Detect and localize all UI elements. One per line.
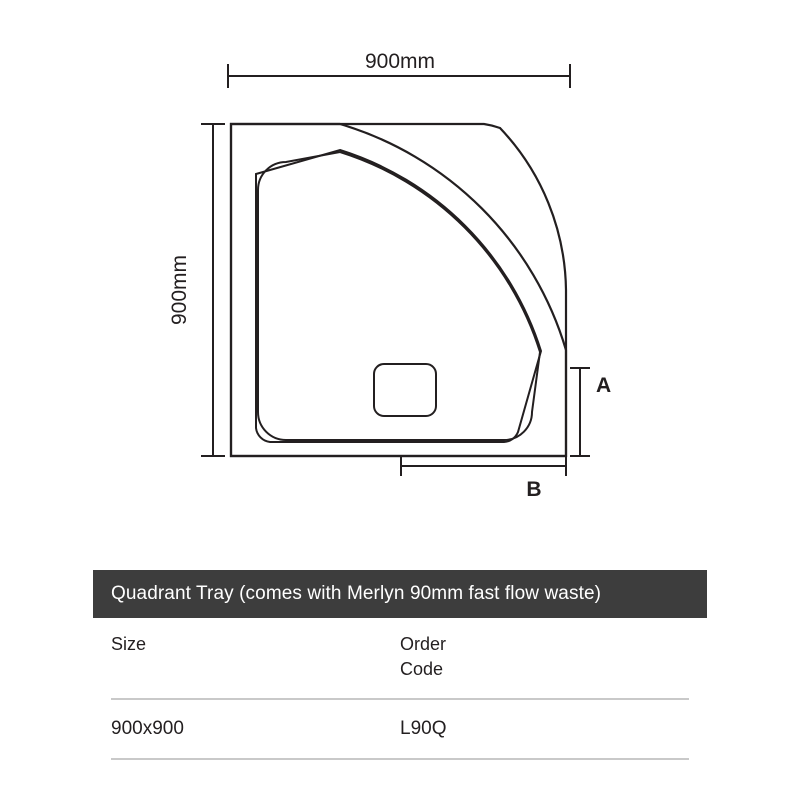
dimension-a-label: A <box>596 374 612 397</box>
cell-size-value: 900x900 <box>111 718 184 739</box>
dimension-a-group <box>570 368 611 456</box>
column-header-order-line1: Order <box>400 634 447 654</box>
left-dimension-group <box>165 124 225 456</box>
table-divider-bottom <box>111 758 689 760</box>
left-dimension-label: 900mm <box>168 254 191 326</box>
table-row <box>93 700 707 758</box>
table-column-headers <box>93 618 707 698</box>
cell-order-code-value: L90Q <box>400 718 447 739</box>
column-header-size <box>111 632 400 686</box>
cell-order-code <box>400 718 689 740</box>
spec-table <box>93 570 707 760</box>
tray-outline <box>231 124 566 456</box>
cell-size <box>111 718 400 740</box>
column-header-size-line1: Size <box>111 634 147 654</box>
tray-inner-recess <box>256 150 541 442</box>
top-dimension-group <box>228 40 570 88</box>
column-header-order-line2: Code <box>400 659 444 679</box>
table-header-text: Quadrant Tray (comes with Merlyn 90mm fast flow waste) <box>111 583 602 604</box>
table-header-bar <box>93 570 707 618</box>
dimension-b-label: B <box>526 478 542 501</box>
column-header-order-code <box>400 632 689 686</box>
dimension-b-group <box>401 456 566 501</box>
top-dimension-label: 900mm <box>364 50 436 73</box>
waste-outlet <box>374 364 436 416</box>
